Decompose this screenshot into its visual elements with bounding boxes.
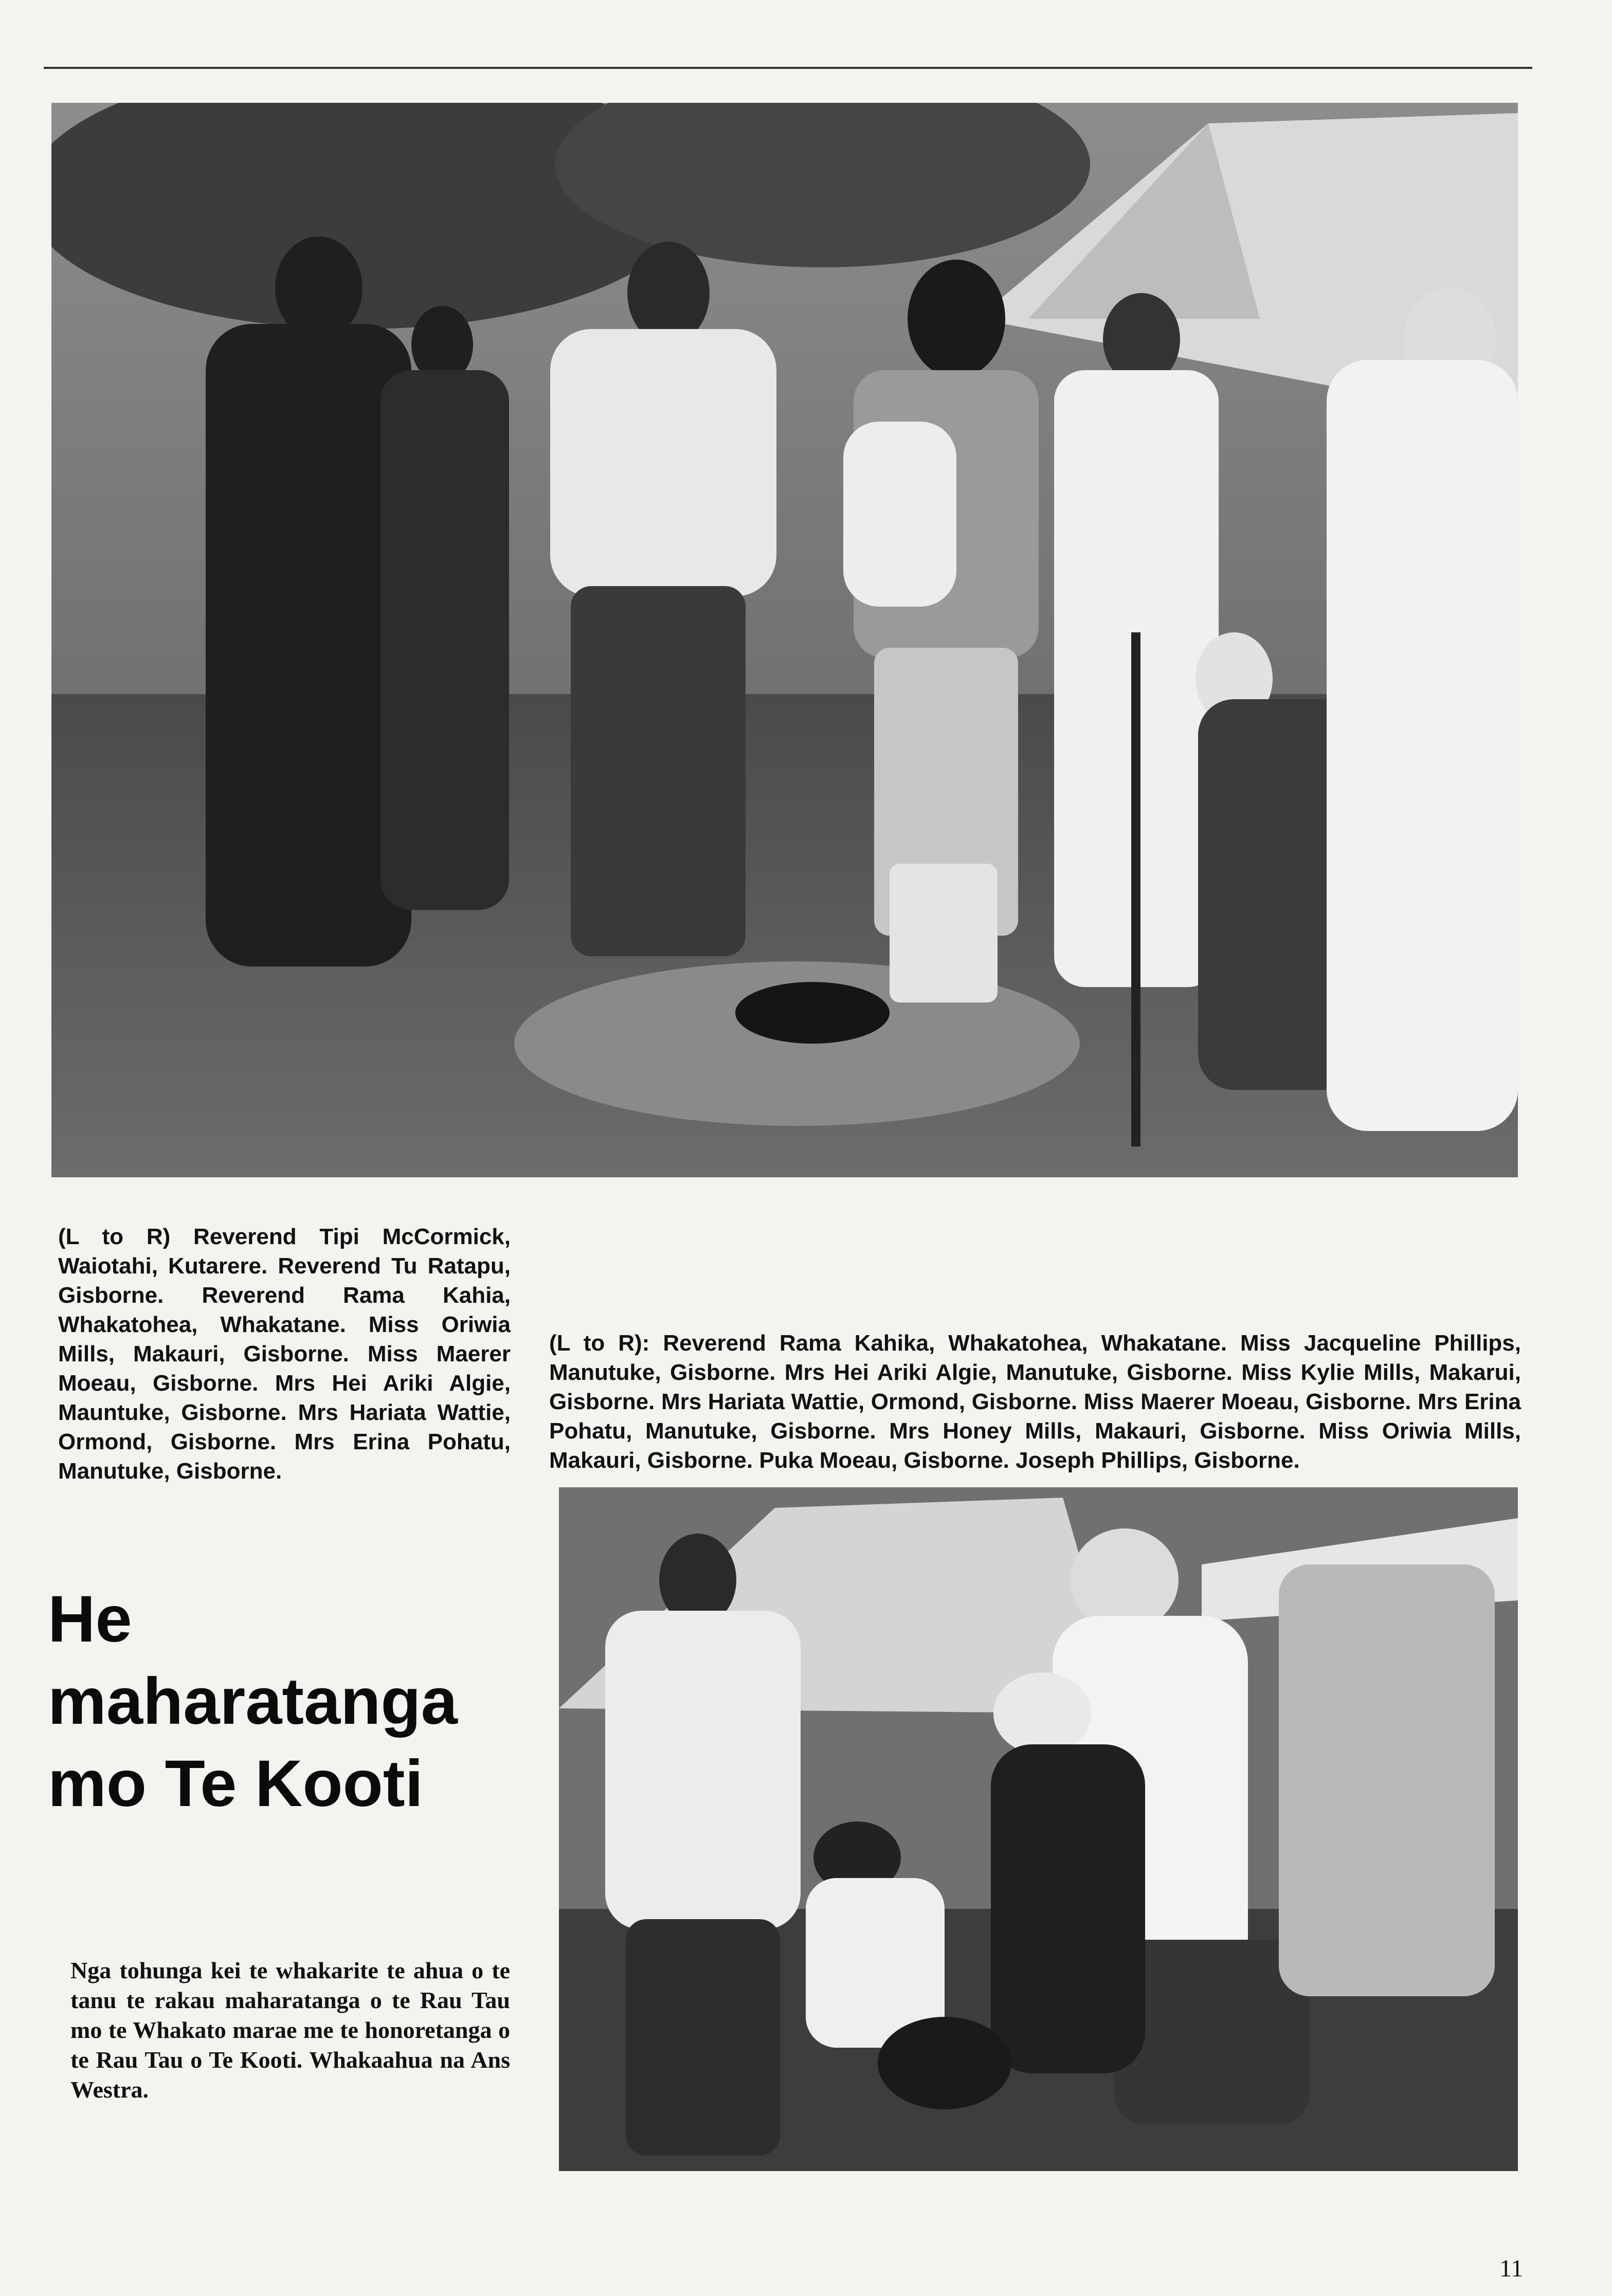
top-rule — [44, 67, 1532, 69]
intro-paragraph: Nga tohunga kei te whakarite te ahua o te tanu te rakau maharatanga o te Rau Tau mo te Whakato marae me te honoretanga o te Rau Tau o Te Kooti. Whakaahua na Ans Westra. — [70, 1957, 510, 2103]
page-number: 11 — [1499, 2255, 1524, 2282]
photo-tree-planting-group — [51, 103, 1518, 1177]
photo-planting-tree — [559, 1487, 1518, 2171]
headline: He maharatanga mo Te Kooti — [48, 1582, 458, 1820]
caption-bottom-photo: (L to R): Reverend Rama Kahika, Whakatohea, Whakatane. Miss Jacqueline Phillips, Manutuke, Gisborne. Mrs Hei Ariki Algie, Manutuke, Gisborne. Miss Kylie Mills, Makarui, Gisborne. Mrs Hariata Wattie, Ormond, Gisborne. Miss Maerer Moeau, Gisborne. Mrs Erina Pohatu, Manutuke, Gisborne. Mrs Honey Mills, Makauri, Gisborne. Miss Oriwia Mills, Makauri, Gisborne. Puka Moeau, Gisborne. Joseph Phillips, Gisborne. — [549, 1331, 1521, 1473]
caption-top-photo: (L to R) Reverend Tipi McCormick, Waiotahi, Kutarere. Reverend Tu Ratapu, Gisborne. Reverend Rama Kahia, Whakatohea, Whakatane. Miss Oriwia Mills, Makauri, Gisborne. Miss Maerer Moeau, Gisborne. Mrs Hei Ariki Algie, Mauntuke, Gisborne. Mrs Hariata Wattie, Ormond, Gisborne. Mrs Erina Pohatu, Manutuke, Gisborne. — [58, 1224, 511, 1484]
